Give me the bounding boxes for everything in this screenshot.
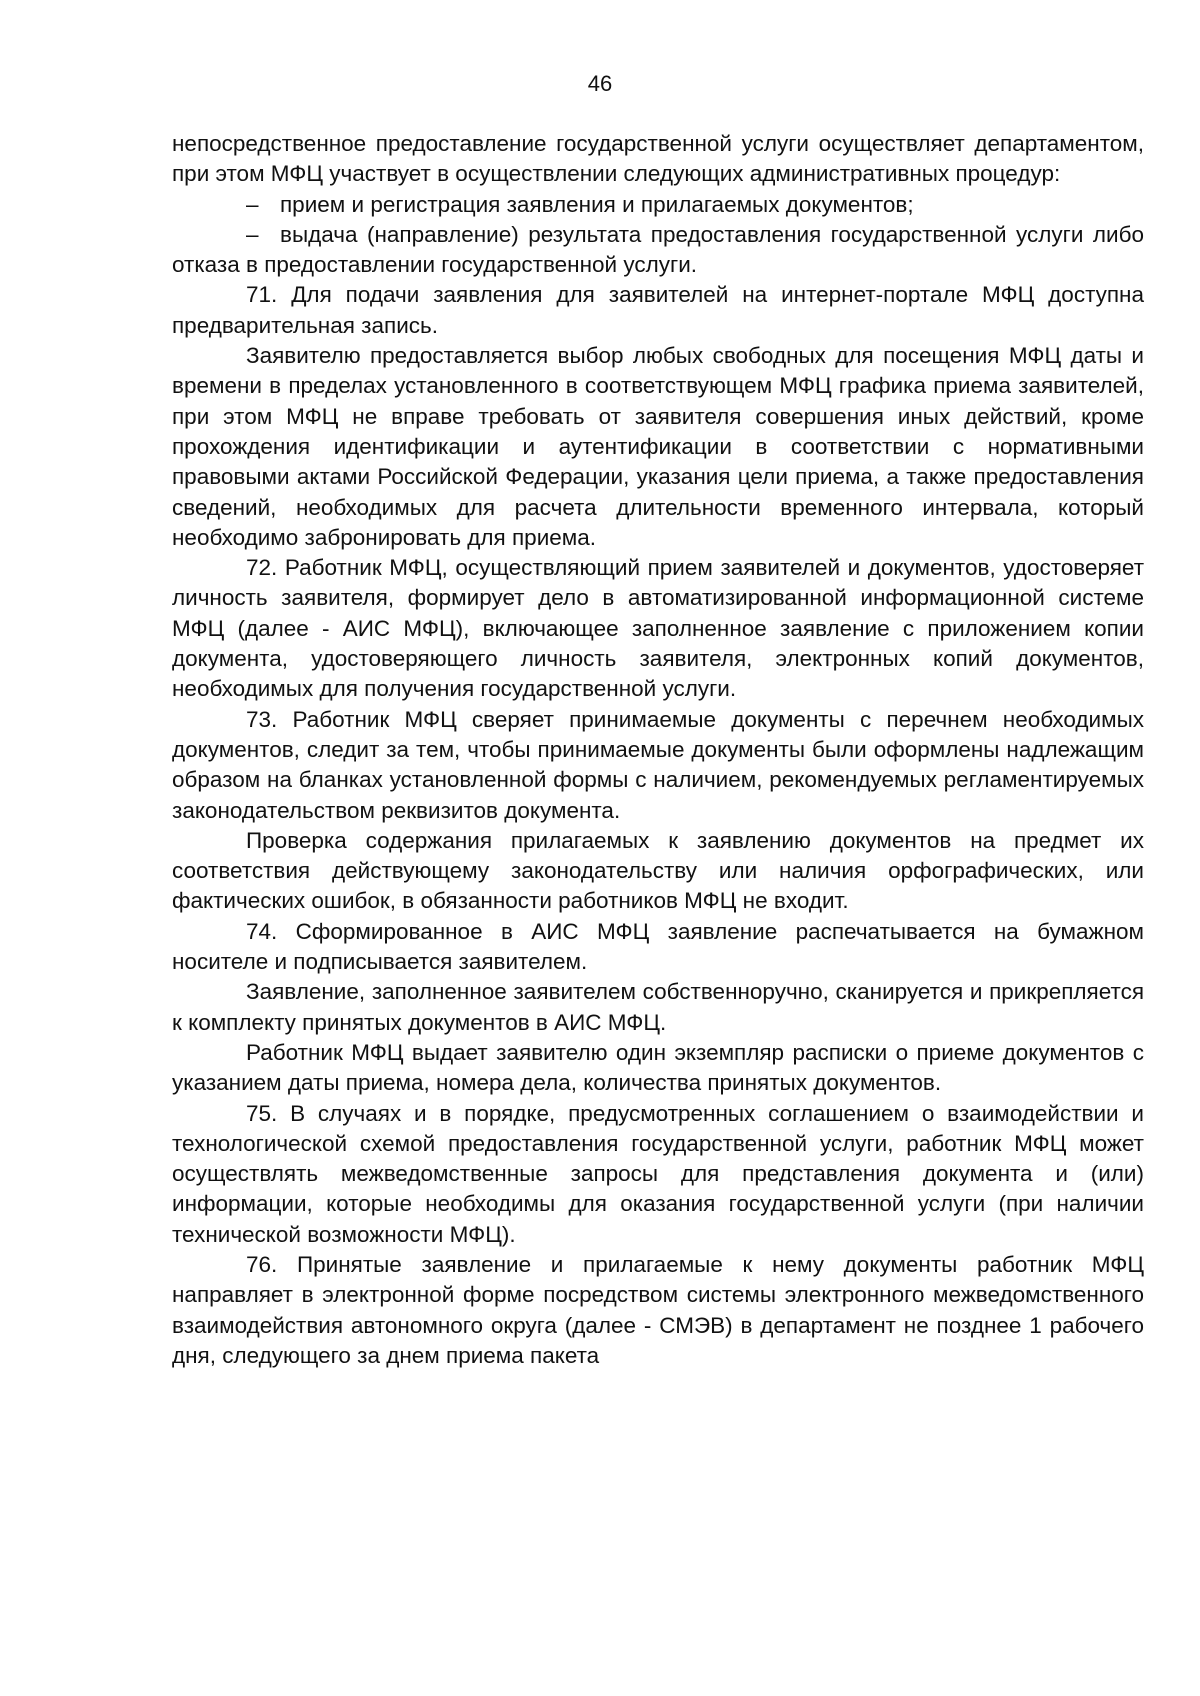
- paragraph-74-receipt: Работник МФЦ выдает заявителю один экземпляр расписки о приеме документов с указанием даты приема, номера дела, количества принятых документов.: [172, 1039, 1144, 1096]
- paragraph-74: 74. Сформированное в АИС МФЦ заявление распечатывается на бумажном носителе и подписывается заявителем.: [172, 918, 1144, 975]
- paragraph-73-check: Проверка содержания прилагаемых к заявлению документов на предмет их соответствия действующему законодательству или наличия орфографических, или фактических ошибок, в обязанности работников МФЦ не входит.: [172, 827, 1144, 914]
- paragraph-72: 72. Работник МФЦ, осуществляющий прием заявителей и документов, удостоверяет личность заявителя, формирует дело в автоматизированной информационной системе МФЦ (далее - АИС МФЦ), включающее заполненное заявление с приложением копии документа, удостоверяющего личность заявителя, электронных копий документов, необходимых для получения государственной услуги.: [172, 555, 1144, 702]
- list-item-text: выдача (направление) результата предоставления государственной услуги либо отказа в предоставлении государственной услуги.: [172, 221, 1144, 278]
- dash-marker: –: [246, 221, 259, 247]
- paragraph-intro: непосредственное предоставление государственной услуги осуществляет департаментом, при этом МФЦ участвует в осуществлении следующих административных процедур:: [172, 131, 1144, 187]
- paragraph-76: 76. Принятые заявление и прилагаемые к нему документы работник МФЦ направляет в электронной форме посредством системы электронного межведомственного взаимодействия автономного округа (далее - СМЭВ) в департамент не позднее 1 рабочего дня, следующего за днем приема пакета: [172, 1251, 1144, 1368]
- paragraph-71-booking: Заявителю предоставляется выбор любых свободных для посещения МФЦ даты и времени в пределах установленного в соответствующем МФЦ графика приема заявителей, при этом МФЦ не вправе требовать от заявителя совершения иных действий, кроме прохождения идентификации и аутентификации в соответствии с нормативными правовыми актами Российской Федерации, указания цели приема, а также предоставления сведений, необходимых для расчета длительности временного интервала, который необходимо забронировать для приема.: [172, 343, 1144, 550]
- dash-marker: –: [246, 191, 259, 217]
- paragraph-75: 75. В случаях и в порядке, предусмотренных соглашением о взаимодействии и технологической схемой предоставления государственной услуги, работник МФЦ может осуществлять межведомственные запросы для представления документа и (или) информации, которые необходимы для оказания государственной услуги (при наличии технической возможности МФЦ).: [172, 1100, 1144, 1247]
- list-item-text: прием и регистрация заявления и прилагаемых документов;: [280, 191, 914, 217]
- document-body: [172, 129, 1144, 1371]
- page-number: 46: [587, 71, 613, 96]
- paragraph-74-scan: Заявление, заполненное заявителем собственноручно, сканируется и прикрепляется к комплекту принятых документов в АИС МФЦ.: [172, 979, 1144, 1035]
- paragraph-73: 73. Работник МФЦ сверяет принимаемые документы с перечнем необходимых документов, следит за тем, чтобы принимаемые документы были оформлены надлежащим образом на бланках установленной формы с наличием, рекомендуемых регламентируемых законодательством реквизитов документа.: [172, 706, 1144, 823]
- list-item-2: [172, 220, 1144, 281]
- paragraph-71: 71. Для подачи заявления для заявителей на интернет-портале МФЦ доступна предварительная запись.: [172, 282, 1144, 338]
- list-item-1: [172, 190, 1144, 220]
